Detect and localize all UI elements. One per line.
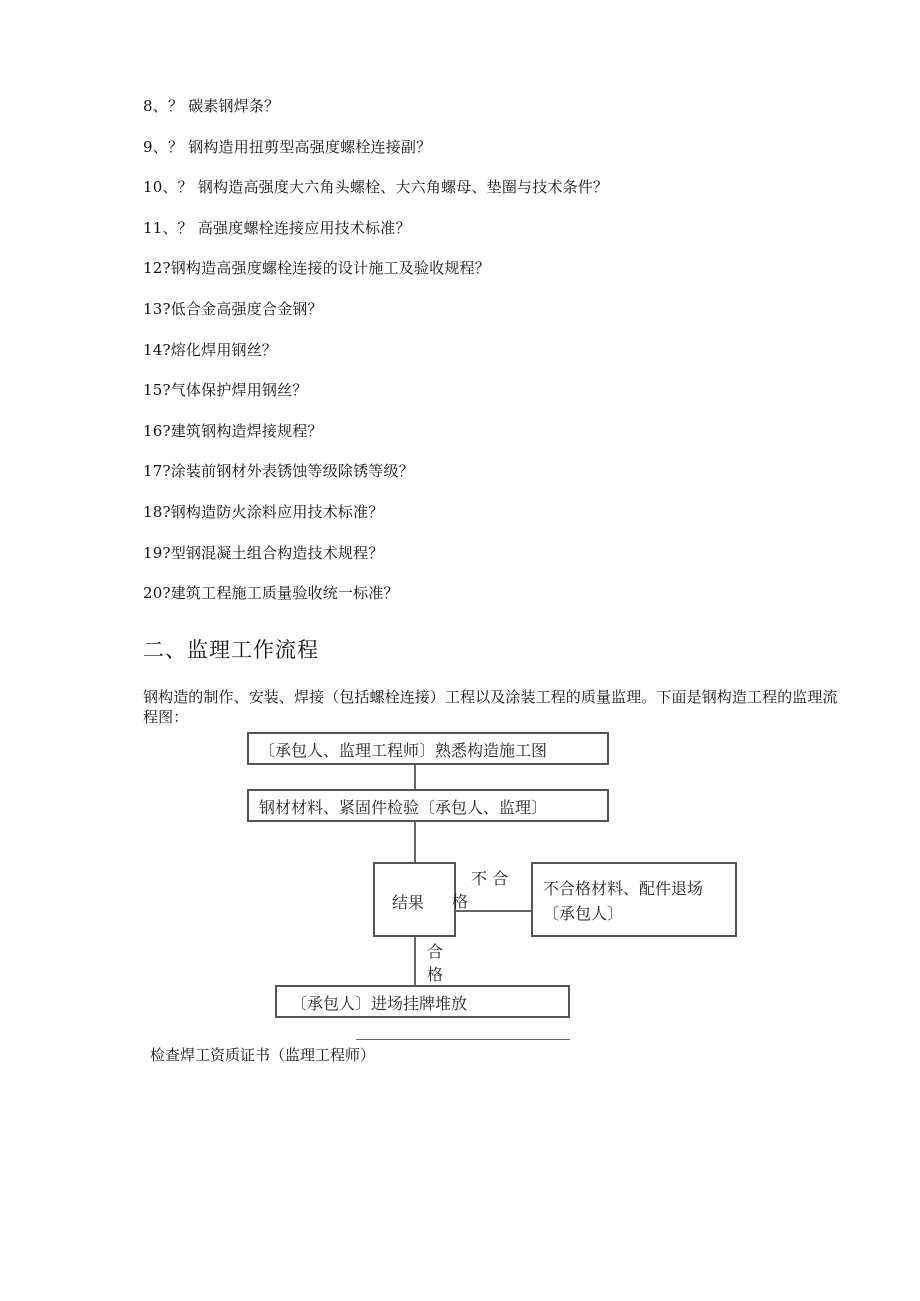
list-item: 11、？ 高强度螺栓连接应用技术标准？ [143,218,411,237]
flow-result-box [373,862,456,937]
section-heading: 二、监理工作流程 [143,638,319,662]
flow-next-step-caption: 检查焊工资质证书（监理工程师） [150,1046,376,1064]
list-item: 9、？ 钢构造用扭剪型高强度螺栓连接副？ [143,137,432,156]
list-item: 14?熔化焊用钢丝？ [143,340,278,359]
flow-continuation-line [356,1039,570,1040]
list-item: 10、？ 钢构造高强度大六角头螺栓、大六角螺母、垫圈与技术条件？ [143,178,609,197]
flow-reject-box [531,862,737,937]
list-item: 8、？ 碳素钢焊条？ [143,97,280,115]
flow-step-drawings [247,732,609,765]
list-item: 18?钢构造防火涂料应用技术标准？ [143,502,384,521]
list-item: 17?涂装前钢材外表锈蚀等级除锈等级？ [143,462,414,481]
list-item: 13?低合金高强度合金钢？ [143,299,323,318]
list-item: 16?建筑钢构造焊接规程？ [143,421,323,440]
intro-paragraph: 钢构造的制作、安装、焊接（包括螺栓连接）工程以及涂装工程的质量监理。下面是钢构造工程的监理流程图： [143,688,838,726]
flow-step-inspection [247,789,609,822]
flow-pass-connector [414,937,416,986]
list-item: 15?气体保护焊用钢丝？ [143,381,308,400]
flow-connector-1 [414,765,416,790]
flow-step-drawings-label: 〔承包人、监理工程师〕熟悉构造施工图 [259,741,548,760]
list-item: 12?钢构造高强度螺栓连接的设计施工及验收规程？ [143,259,490,278]
flow-step-storage [275,985,570,1018]
flow-fail-label-1: 不 合 [471,869,509,888]
list-item: 19?型钢混凝土组合构造技术规程？ [143,543,384,562]
flow-connector-2 [414,822,416,863]
flow-reject-line-1: 不合格材料、配件退场 [543,879,704,898]
flow-reject-line-2: 〔承包人〕 [543,904,624,923]
flow-pass-label-2: 格 [427,965,444,984]
flow-step-inspection-label: 钢材材料、紧固件检验〔承包人、监理〕 [259,798,548,817]
flow-step-storage-label: 〔承包人〕进场挂牌堆放 [291,994,468,1013]
flow-result-label: 结果 [392,893,425,912]
list-item: 20?建筑工程施工质量验收统一标准？ [143,584,399,603]
standards-list [143,96,608,624]
flow-pass-label-1: 合 [427,942,444,961]
flow-fail-label-2: 格 [452,892,469,911]
